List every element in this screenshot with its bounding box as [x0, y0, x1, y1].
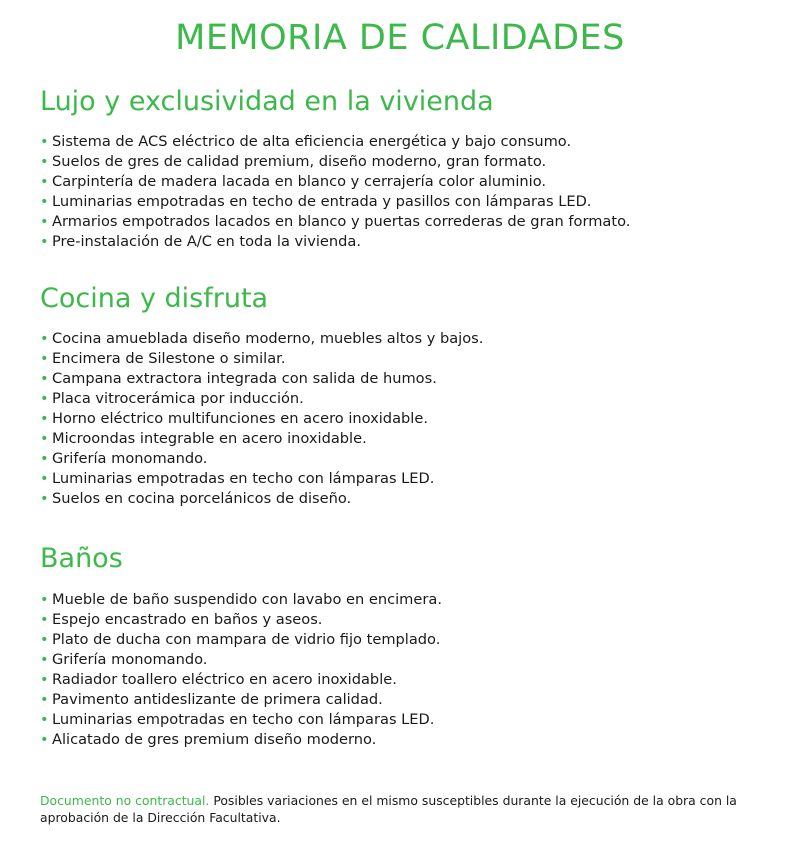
list-item-text: Placa vitrocerámica por inducción.: [52, 390, 304, 407]
list-item-text: Armarios empotrados lacados en blanco y puertas correderas de gran formato.: [52, 213, 631, 230]
bullet-icon: •: [40, 691, 49, 708]
disclaimer-footnote: [40, 792, 780, 826]
list-item: [40, 192, 780, 212]
bullet-icon: •: [40, 611, 49, 628]
bullet-icon: •: [40, 350, 49, 367]
list-item-text: Horno eléctrico multifunciones en acero inoxidable.: [52, 410, 428, 427]
list-item-text: Sistema de ACS eléctrico de alta eficiencia energética y bajo consumo.: [52, 133, 572, 150]
list-item: [40, 710, 780, 730]
list-item: [40, 730, 780, 750]
list-item-text: Mueble de baño suspendido con lavabo en encimera.: [52, 591, 442, 608]
list-item: [40, 449, 780, 469]
list-item-text: Luminarias empotradas en techo con lámparas LED.: [52, 711, 435, 728]
list-item: [40, 152, 780, 172]
list-item: [40, 630, 780, 650]
bullet-icon: •: [40, 390, 49, 407]
bullet-icon: •: [40, 233, 49, 250]
list-item-text: Grifería monomando.: [52, 651, 208, 668]
list-item: [40, 369, 780, 389]
bullet-icon: •: [40, 410, 49, 427]
list-item: [40, 172, 780, 192]
section-heading: Cocina y disfruta: [40, 283, 269, 314]
disclaimer-lead: Documento no contractual.: [40, 793, 210, 808]
bullet-icon: •: [40, 193, 49, 210]
feature-list: [40, 329, 780, 509]
list-item-text: Encimera de Silestone o similar.: [52, 350, 286, 367]
list-item: [40, 349, 780, 369]
list-item-text: Suelos en cocina porcelánicos de diseño.: [52, 490, 352, 507]
list-item: [40, 670, 780, 690]
bullet-icon: •: [40, 591, 49, 608]
bullet-icon: •: [40, 631, 49, 648]
list-item: [40, 690, 780, 710]
list-item-text: Pre-instalación de A/C en toda la vivienda.: [52, 233, 361, 250]
list-item: [40, 212, 780, 232]
bullet-icon: •: [40, 133, 49, 150]
list-item-text: Luminarias empotradas en techo de entrada y pasillos con lámparas LED.: [52, 193, 592, 210]
bullet-icon: •: [40, 213, 49, 230]
bullet-icon: •: [40, 173, 49, 190]
list-item-text: Microondas integrable en acero inoxidable.: [52, 430, 367, 447]
bullet-icon: •: [40, 430, 49, 447]
list-item: [40, 469, 780, 489]
section-lujo: [40, 84, 780, 252]
feature-list: [40, 132, 780, 252]
list-item: [40, 590, 780, 610]
list-item: [40, 429, 780, 449]
list-item: [40, 610, 780, 630]
section-heading: Baños: [40, 543, 123, 574]
bullet-icon: •: [40, 330, 49, 347]
list-item: [40, 389, 780, 409]
list-item-text: Suelos de gres de calidad premium, diseño moderno, gran formato.: [52, 153, 547, 170]
list-item-text: Alicatado de gres premium diseño moderno.: [52, 731, 377, 748]
bullet-icon: •: [40, 490, 49, 507]
bullet-icon: •: [40, 370, 49, 387]
list-item-text: Espejo encastrado en baños y aseos.: [52, 611, 323, 628]
bullet-icon: •: [40, 450, 49, 467]
disclaimer-text: Posibles variaciones en el mismo susceptibles durante la ejecución de la obra con la aprobación de la Dirección Facultativa.: [40, 793, 737, 825]
bullet-icon: •: [40, 470, 49, 487]
list-item-text: Campana extractora integrada con salida de humos.: [52, 370, 437, 387]
bullet-icon: •: [40, 153, 49, 170]
list-item: [40, 132, 780, 152]
page-title: MEMORIA DE CALIDADES: [175, 18, 625, 58]
list-item-text: Cocina amueblada diseño moderno, muebles altos y bajos.: [52, 330, 484, 347]
list-item-text: Carpintería de madera lacada en blanco y cerrajería color aluminio.: [52, 173, 547, 190]
list-item-text: Pavimento antideslizante de primera calidad.: [52, 691, 383, 708]
bullet-icon: •: [40, 711, 49, 728]
feature-list: [40, 590, 780, 750]
section-banos: [40, 541, 780, 750]
list-item: [40, 489, 780, 509]
section-cocina: [40, 281, 780, 509]
list-item-text: Grifería monomando.: [52, 450, 208, 467]
list-item-text: Radiador toallero eléctrico en acero inoxidable.: [52, 671, 397, 688]
bullet-icon: •: [40, 651, 49, 668]
bullet-icon: •: [40, 731, 49, 748]
list-item-text: Plato de ducha con mampara de vidrio fijo templado.: [52, 631, 441, 648]
list-item: [40, 232, 780, 252]
bullet-icon: •: [40, 671, 49, 688]
list-item: [40, 329, 780, 349]
list-item-text: Luminarias empotradas en techo con lámparas LED.: [52, 470, 435, 487]
list-item: [40, 409, 780, 429]
section-heading: Lujo y exclusividad en la vivienda: [40, 86, 494, 117]
list-item: [40, 650, 780, 670]
